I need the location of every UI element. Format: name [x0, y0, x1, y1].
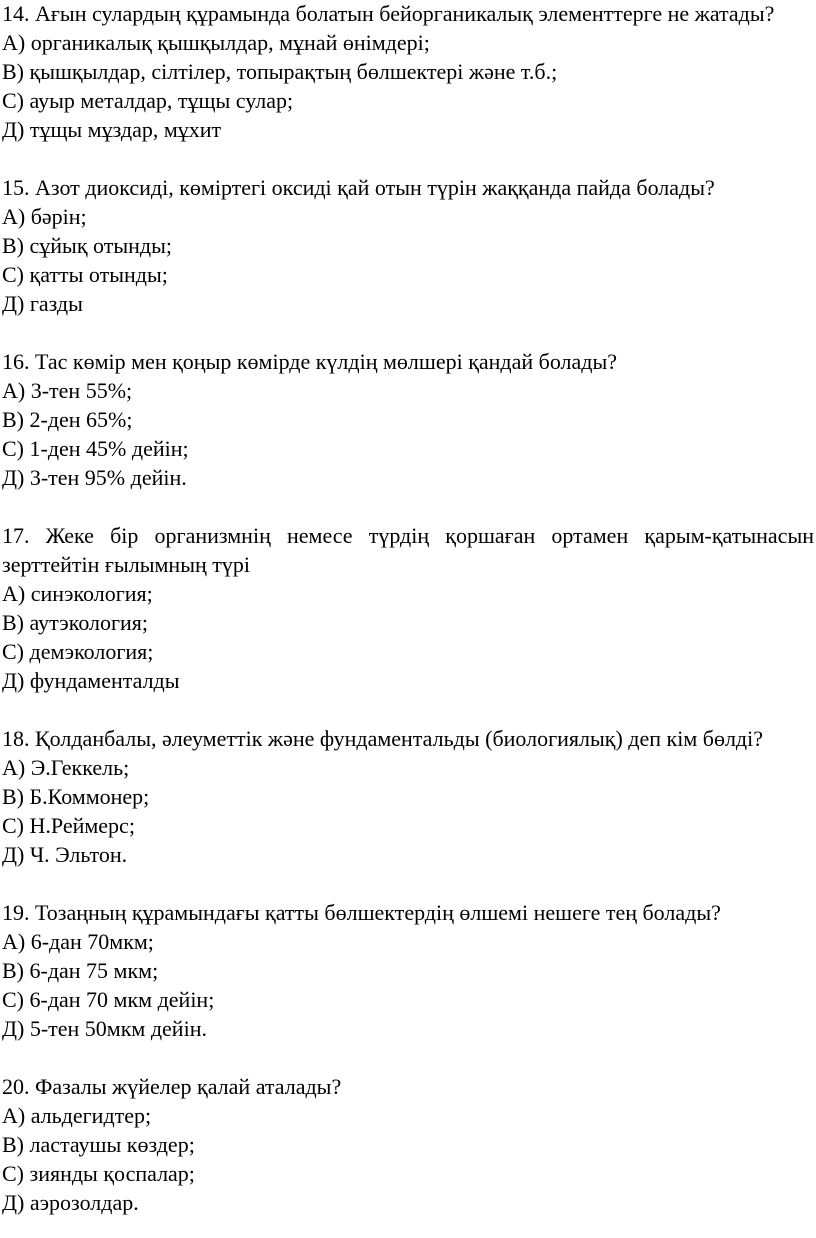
answer-option-c: С) қатты отынды;	[2, 262, 168, 287]
answer-option-d: Д) фундаменталды	[2, 668, 180, 693]
question-14	[2, 0, 814, 144]
spacer	[2, 318, 814, 347]
answer-option-b: В) қышқылдар, сілтілер, топырақтың бөлшектері және т.б.;	[2, 59, 558, 84]
question-text: 18. Қолданбалы, әлеуметтік және фундаментальды (биологиялық) деп кім бөлді?	[2, 726, 763, 751]
answer-option-c: С) ауыр металдар, тұщы сулар;	[2, 88, 294, 113]
question-15	[2, 173, 814, 318]
spacer	[2, 1043, 814, 1072]
answer-option-b: В) 6-дан 75 мкм;	[2, 958, 159, 983]
answer-option-b: В) ластаушы көздер;	[2, 1132, 195, 1157]
question-text: 17. Жеке бір организмнің немесе түрдің қоршаған ортамен қарым-қатынасын зерттейтін ғылымның түрі	[2, 523, 814, 577]
answer-option-b: В) 2-ден 65%;	[2, 407, 133, 432]
question-text: 15. Азот диоксиді, көміртегі оксиді қай отын түрін жаққанда пайда болады?	[2, 175, 715, 200]
spacer	[2, 492, 814, 521]
answer-option-a: А) бәрін;	[2, 204, 87, 229]
answer-option-c: С) 6-дан 70 мкм дейін;	[2, 987, 215, 1012]
answer-option-a: А) синэкология;	[2, 581, 153, 606]
answer-option-c: С) зиянды қоспалар;	[2, 1161, 195, 1186]
answer-option-b: В) аутэкология;	[2, 610, 149, 635]
answer-option-d: Д) аэрозолдар.	[2, 1190, 139, 1215]
answer-option-b: В) сұйық отынды;	[2, 233, 172, 258]
question-text: 20. Фазалы жүйелер қалай аталады?	[2, 1074, 342, 1099]
question-18	[2, 724, 814, 869]
answer-option-c: С) 1-ден 45% дейін;	[2, 436, 189, 461]
answer-option-d: Д) 5-тен 50мкм дейін.	[2, 1016, 207, 1041]
question-16	[2, 347, 814, 492]
question-17	[2, 521, 814, 695]
answer-option-d: Д) тұщы мұздар, мұхит	[2, 117, 222, 142]
answer-option-d: Д) Ч. Эльтон.	[2, 842, 128, 867]
answer-option-a: А) органикалық қышқылдар, мұнай өнімдері;	[2, 30, 430, 55]
answer-option-b: В) Б.Коммонер;	[2, 784, 150, 809]
question-20	[2, 1072, 814, 1217]
answer-option-a: А) 3-тен 55%;	[2, 378, 133, 403]
question-text: 16. Тас көмір мен қоңыр көмірде күлдің мөлшері қандай болады?	[2, 349, 618, 374]
spacer	[2, 144, 814, 173]
question-text: 14. Ағын сулардың құрамында болатын бейорганикалық элементтерге не жатады?	[2, 1, 775, 26]
answer-option-a: А) 6-дан 70мкм;	[2, 929, 154, 954]
answer-option-c: С) демэкология;	[2, 639, 154, 664]
answer-option-c: С) Н.Реймерс;	[2, 813, 135, 838]
answer-option-a: А) Э.Геккель;	[2, 755, 130, 780]
spacer	[2, 869, 814, 898]
answer-option-a: А) альдегидтер;	[2, 1103, 152, 1128]
question-text: 19. Тозаңның құрамындағы қатты бөлшектердің өлшемі нешеге тең болады?	[2, 900, 721, 925]
question-19	[2, 898, 814, 1043]
answer-option-d: Д) 3-тен 95% дейін.	[2, 465, 187, 490]
answer-option-d: Д) газды	[2, 291, 83, 316]
spacer	[2, 695, 814, 724]
